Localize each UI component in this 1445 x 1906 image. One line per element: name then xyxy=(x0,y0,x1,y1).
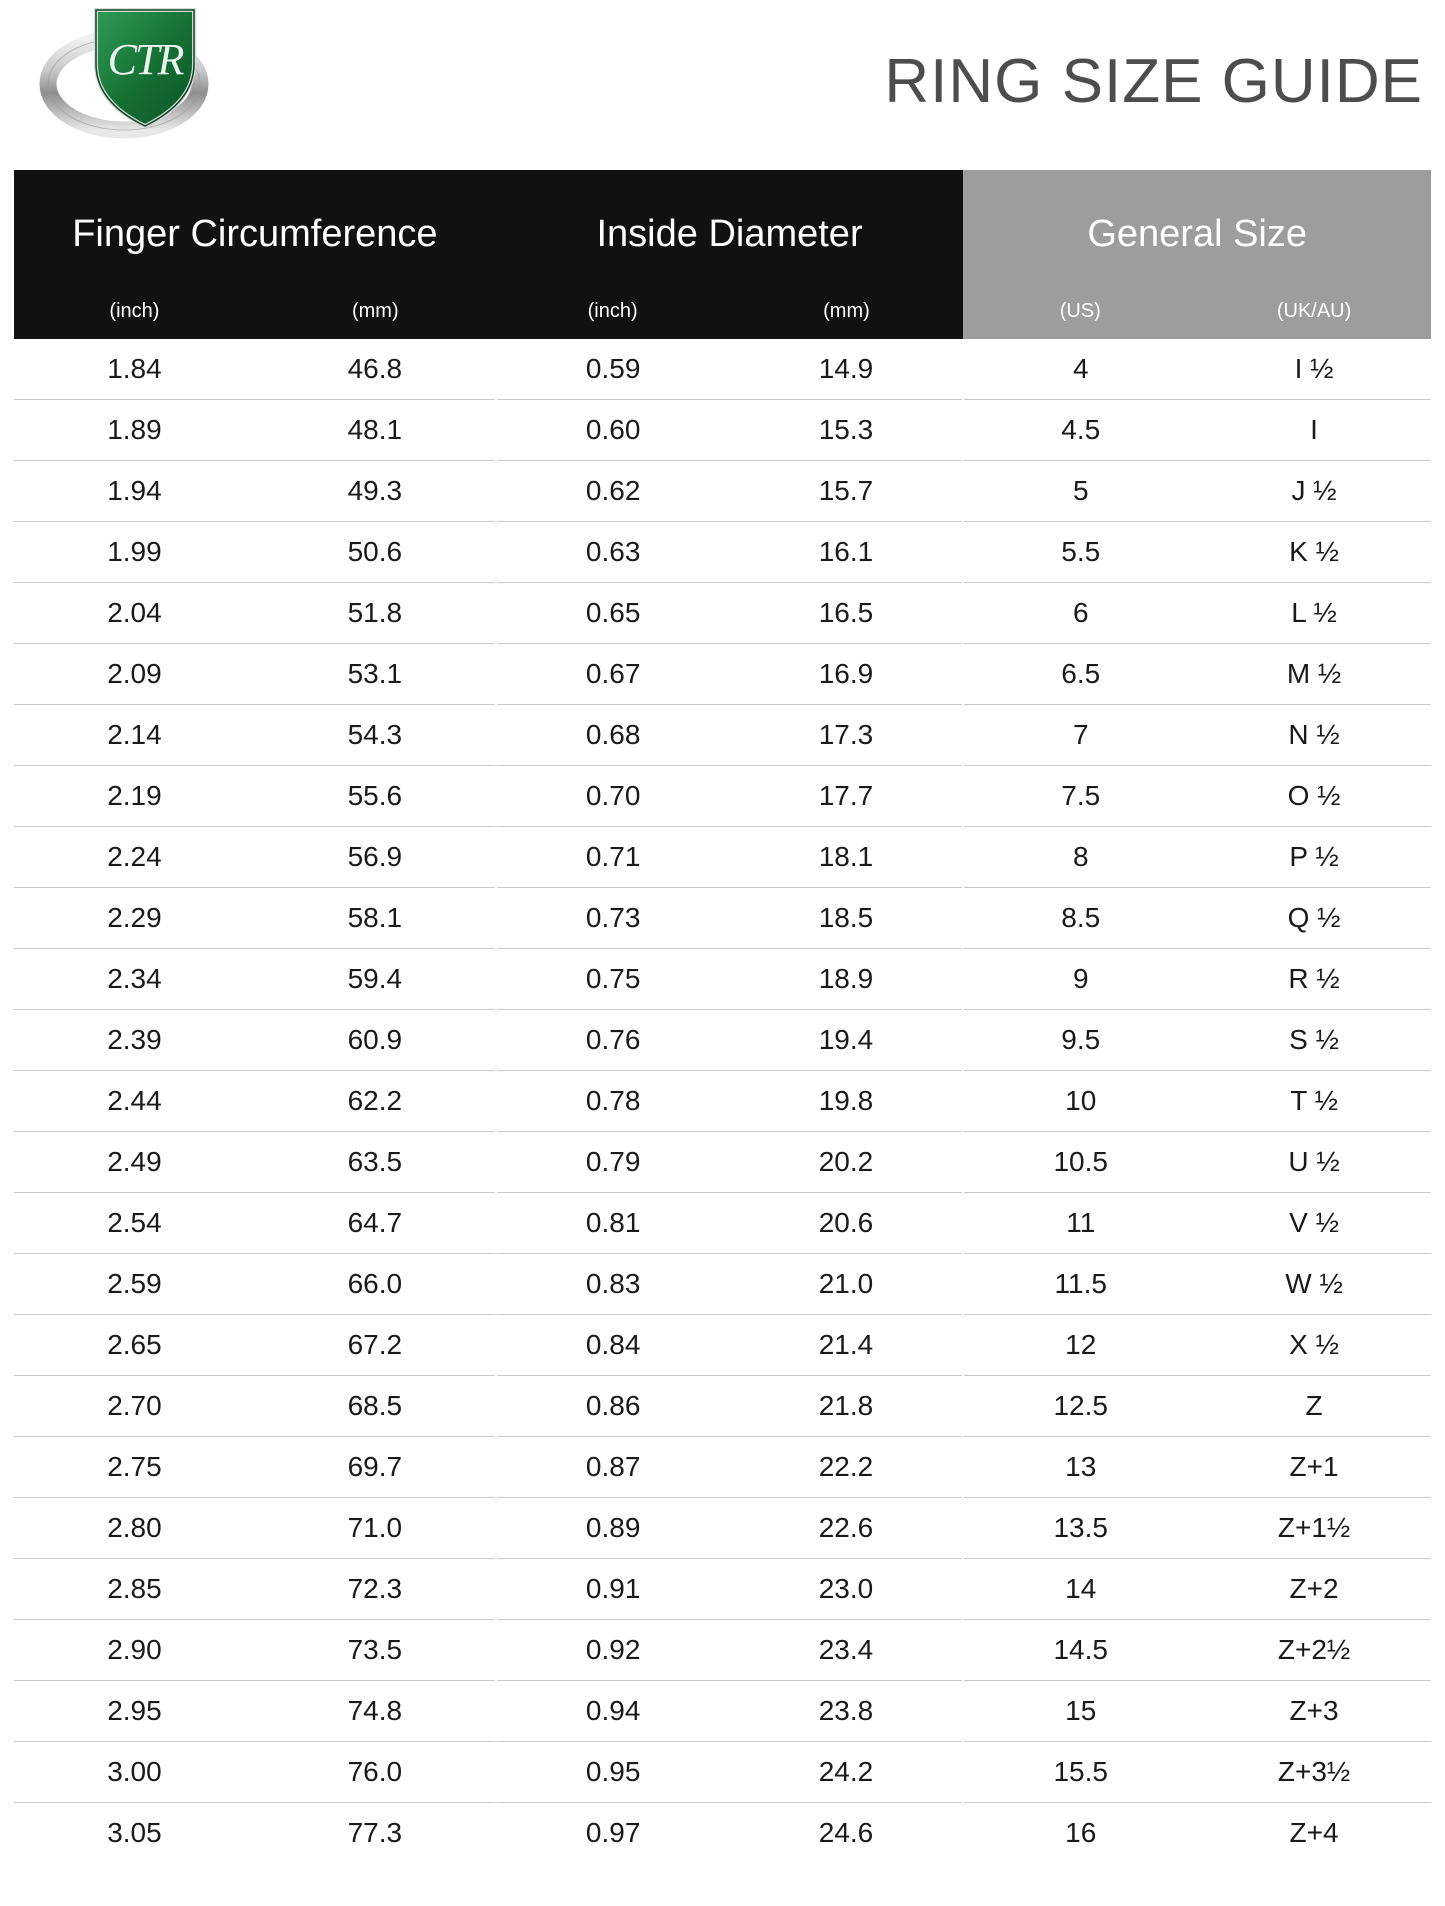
table-row xyxy=(14,1681,1431,1742)
table-cell: 16.9 xyxy=(730,644,964,705)
table-row xyxy=(14,583,1431,644)
table-row xyxy=(14,1010,1431,1071)
table-row xyxy=(14,827,1431,888)
table-cell: 24.6 xyxy=(730,1803,964,1864)
table-cell: 4.5 xyxy=(963,400,1197,461)
table-cell: 15.7 xyxy=(730,461,964,522)
table-cell: L ½ xyxy=(1197,583,1431,644)
table-cell: 2.70 xyxy=(14,1376,255,1437)
table-cell: I xyxy=(1197,400,1431,461)
table-row xyxy=(14,705,1431,766)
table-cell: 2.04 xyxy=(14,583,255,644)
table-cell: 0.65 xyxy=(496,583,730,644)
unit-inside-diameter-inch: (inch) xyxy=(496,300,730,339)
table-cell: 2.75 xyxy=(14,1437,255,1498)
table-cell: 69.7 xyxy=(255,1437,496,1498)
table-cell: 2.65 xyxy=(14,1315,255,1376)
table-cell: 56.9 xyxy=(255,827,496,888)
unit-finger-circumference-mm: (mm) xyxy=(255,300,496,339)
table-cell: 23.0 xyxy=(730,1559,964,1620)
unit-general-size-uk-au: (UK/AU) xyxy=(1197,300,1431,339)
table-cell: 76.0 xyxy=(255,1742,496,1803)
svg-text:CTR: CTR xyxy=(107,35,183,84)
table-cell: 55.6 xyxy=(255,766,496,827)
table-cell: 77.3 xyxy=(255,1803,496,1864)
table-cell: 0.78 xyxy=(496,1071,730,1132)
table-cell: 0.63 xyxy=(496,522,730,583)
table-cell: 16.1 xyxy=(730,522,964,583)
table-row xyxy=(14,1498,1431,1559)
table-cell: 0.75 xyxy=(496,949,730,1010)
table-cell: 66.0 xyxy=(255,1254,496,1315)
table-cell: 21.8 xyxy=(730,1376,964,1437)
table-cell: 10.5 xyxy=(963,1132,1197,1193)
ctr-ring-logo xyxy=(26,2,246,142)
table-row xyxy=(14,1132,1431,1193)
table-cell: 2.29 xyxy=(14,888,255,949)
table-unit-header-row xyxy=(14,300,1431,339)
table-cell: K ½ xyxy=(1197,522,1431,583)
table-row xyxy=(14,339,1431,400)
table-cell: 0.62 xyxy=(496,461,730,522)
table-cell: Z+4 xyxy=(1289,1817,1339,1848)
table-cell: 23.8 xyxy=(730,1681,964,1742)
table-cell: U ½ xyxy=(1197,1132,1431,1193)
table-cell: O ½ xyxy=(1197,766,1431,827)
table-cell: 0.59 xyxy=(496,339,730,400)
table-cell: 7.5 xyxy=(963,766,1197,827)
page-header xyxy=(14,0,1431,170)
table-cell: 23.4 xyxy=(730,1620,964,1681)
table-cell: 12 xyxy=(963,1315,1197,1376)
table-cell: 58.1 xyxy=(255,888,496,949)
table-cell: 16.5 xyxy=(730,583,964,644)
table-cell: 74.8 xyxy=(255,1681,496,1742)
column-group-general-size: General Size xyxy=(963,170,1431,300)
table-cell: 0.71 xyxy=(496,827,730,888)
table-cell: 0.97 xyxy=(585,1817,641,1848)
table-cell: P ½ xyxy=(1197,827,1431,888)
table-cell: 14.9 xyxy=(730,339,964,400)
table-cell: 0.79 xyxy=(496,1132,730,1193)
table-cell: 18.9 xyxy=(730,949,964,1010)
table-cell: 2.95 xyxy=(14,1681,255,1742)
table-cell: 67.2 xyxy=(255,1315,496,1376)
table-cell: 20.2 xyxy=(730,1132,964,1193)
table-row xyxy=(14,949,1431,1010)
table-cell: Z+1½ xyxy=(1197,1498,1431,1559)
table-cell: 2.49 xyxy=(14,1132,255,1193)
table-cell: 2.14 xyxy=(14,705,255,766)
table-cell: 54.3 xyxy=(255,705,496,766)
table-cell: X ½ xyxy=(1197,1315,1431,1376)
column-group-finger-circumference: Finger Circumference xyxy=(14,170,496,300)
table-cell: 9.5 xyxy=(963,1010,1197,1071)
table-cell: 0.83 xyxy=(496,1254,730,1315)
table-cell: 19.4 xyxy=(730,1010,964,1071)
page-title: RING SIZE GUIDE xyxy=(884,47,1423,116)
table-cell: 18.5 xyxy=(730,888,964,949)
table-row xyxy=(14,1193,1431,1254)
table-row xyxy=(14,1315,1431,1376)
table-cell: 49.3 xyxy=(255,461,496,522)
table-cell: 64.7 xyxy=(255,1193,496,1254)
table-cell: 3.05 xyxy=(107,1817,162,1848)
table-row xyxy=(14,1376,1431,1437)
table-row xyxy=(14,400,1431,461)
table-cell: 2.85 xyxy=(14,1559,255,1620)
table-cell: Q ½ xyxy=(1197,888,1431,949)
column-group-inside-diameter: Inside Diameter xyxy=(496,170,964,300)
table-cell: Z+3 xyxy=(1197,1681,1431,1742)
table-cell: Z+2 xyxy=(1197,1559,1431,1620)
table-group-header-row xyxy=(14,170,1431,300)
table-cell: 13 xyxy=(963,1437,1197,1498)
table-cell: 50.6 xyxy=(255,522,496,583)
ring-size-table xyxy=(14,170,1431,1863)
table-cell: 0.84 xyxy=(496,1315,730,1376)
table-cell: 1.94 xyxy=(14,461,255,522)
table-cell: 0.89 xyxy=(496,1498,730,1559)
table-cell: 5.5 xyxy=(963,522,1197,583)
table-cell: 19.8 xyxy=(730,1071,964,1132)
table-cell: 2.59 xyxy=(14,1254,255,1315)
table-cell: 2.19 xyxy=(14,766,255,827)
table-cell: Z xyxy=(1197,1376,1431,1437)
table-cell: 6 xyxy=(963,583,1197,644)
table-cell: 21.4 xyxy=(730,1315,964,1376)
table-row xyxy=(14,1254,1431,1315)
table-cell: 14 xyxy=(963,1559,1197,1620)
table-cell: 53.1 xyxy=(255,644,496,705)
table-cell: 59.4 xyxy=(255,949,496,1010)
table-cell: 12.5 xyxy=(963,1376,1197,1437)
table-cell: T ½ xyxy=(1197,1071,1431,1132)
table-cell: I ½ xyxy=(1197,339,1431,400)
table-cell: 0.92 xyxy=(496,1620,730,1681)
table-cell: J ½ xyxy=(1197,461,1431,522)
table-cell: 0.68 xyxy=(496,705,730,766)
table-cell: 0.81 xyxy=(496,1193,730,1254)
table-cell: 11.5 xyxy=(963,1254,1197,1315)
table-cell: 73.5 xyxy=(255,1620,496,1681)
table-cell: 5 xyxy=(963,461,1197,522)
table-row xyxy=(14,888,1431,949)
table-cell: 2.44 xyxy=(14,1071,255,1132)
table-cell: 2.54 xyxy=(14,1193,255,1254)
table-row xyxy=(14,522,1431,583)
table-row xyxy=(14,1071,1431,1132)
table-cell: 2.34 xyxy=(14,949,255,1010)
table-cell: 22.6 xyxy=(730,1498,964,1559)
table-cell: 72.3 xyxy=(255,1559,496,1620)
table-cell: 2.24 xyxy=(14,827,255,888)
table-cell: 6.5 xyxy=(963,644,1197,705)
table-cell: 0.87 xyxy=(496,1437,730,1498)
table-cell: 15.5 xyxy=(963,1742,1197,1803)
table-row xyxy=(14,1437,1431,1498)
table-cell: 0.60 xyxy=(496,400,730,461)
table-cell: 2.09 xyxy=(14,644,255,705)
table-cell: 15.3 xyxy=(730,400,964,461)
table-cell: 18.1 xyxy=(730,827,964,888)
table-cell: 0.86 xyxy=(496,1376,730,1437)
table-cell: 11 xyxy=(963,1193,1197,1254)
table-cell: 0.70 xyxy=(496,766,730,827)
table-cell: 0.95 xyxy=(496,1742,730,1803)
table-cell: 21.0 xyxy=(730,1254,964,1315)
table-cell: R ½ xyxy=(1197,949,1431,1010)
table-cell: V ½ xyxy=(1197,1193,1431,1254)
table-cell: 71.0 xyxy=(255,1498,496,1559)
table-cell: 10 xyxy=(963,1071,1197,1132)
table-cell: 60.9 xyxy=(255,1010,496,1071)
table-cell: 3.00 xyxy=(14,1742,255,1803)
table-row xyxy=(14,461,1431,522)
table-cell: 68.5 xyxy=(255,1376,496,1437)
unit-finger-circumference-inch: (inch) xyxy=(14,300,255,339)
table-cell: 17.3 xyxy=(730,705,964,766)
table-cell: 46.8 xyxy=(255,339,496,400)
table-cell: 24.2 xyxy=(730,1742,964,1803)
table-cell: 1.89 xyxy=(14,400,255,461)
table-row xyxy=(14,1742,1431,1803)
table-cell: 0.73 xyxy=(496,888,730,949)
table-cell: 2.90 xyxy=(14,1620,255,1681)
table-body xyxy=(14,339,1431,1863)
table-cell: Z+1 xyxy=(1197,1437,1431,1498)
table-cell: 17.7 xyxy=(730,766,964,827)
table-cell: 62.2 xyxy=(255,1071,496,1132)
table-cell: 4 xyxy=(963,339,1197,400)
table-cell: Z+3½ xyxy=(1197,1742,1431,1803)
table-cell: 1.99 xyxy=(14,522,255,583)
table-cell: 22.2 xyxy=(730,1437,964,1498)
table-cell: 63.5 xyxy=(255,1132,496,1193)
table-cell: 8.5 xyxy=(963,888,1197,949)
table-cell: N ½ xyxy=(1197,705,1431,766)
table-cell: W ½ xyxy=(1197,1254,1431,1315)
table-cell: M ½ xyxy=(1197,644,1431,705)
table-row xyxy=(14,1620,1431,1681)
table-cell: 8 xyxy=(963,827,1197,888)
unit-general-size-us: (US) xyxy=(963,300,1197,339)
table-cell: 2.39 xyxy=(14,1010,255,1071)
table-cell: 16 xyxy=(1065,1817,1097,1848)
table-cell: 9 xyxy=(963,949,1197,1010)
unit-inside-diameter-mm: (mm) xyxy=(730,300,964,339)
table-row xyxy=(14,644,1431,705)
table-cell: 0.94 xyxy=(496,1681,730,1742)
table-cell: 0.91 xyxy=(496,1559,730,1620)
table-cell: 20.6 xyxy=(730,1193,964,1254)
table-cell: 0.67 xyxy=(496,644,730,705)
table-cell: 14.5 xyxy=(963,1620,1197,1681)
table-cell: 15 xyxy=(963,1681,1197,1742)
table-cell: S ½ xyxy=(1197,1010,1431,1071)
table-cell: Z+2½ xyxy=(1197,1620,1431,1681)
table-cell: 51.8 xyxy=(255,583,496,644)
table-cell: 7 xyxy=(963,705,1197,766)
table-row xyxy=(14,766,1431,827)
table-cell: 0.76 xyxy=(496,1010,730,1071)
table-row xyxy=(14,1803,1431,1864)
table-cell: 1.84 xyxy=(14,339,255,400)
table-cell: 48.1 xyxy=(255,400,496,461)
table-cell: 13.5 xyxy=(963,1498,1197,1559)
table-cell: 2.80 xyxy=(14,1498,255,1559)
table-row xyxy=(14,1559,1431,1620)
